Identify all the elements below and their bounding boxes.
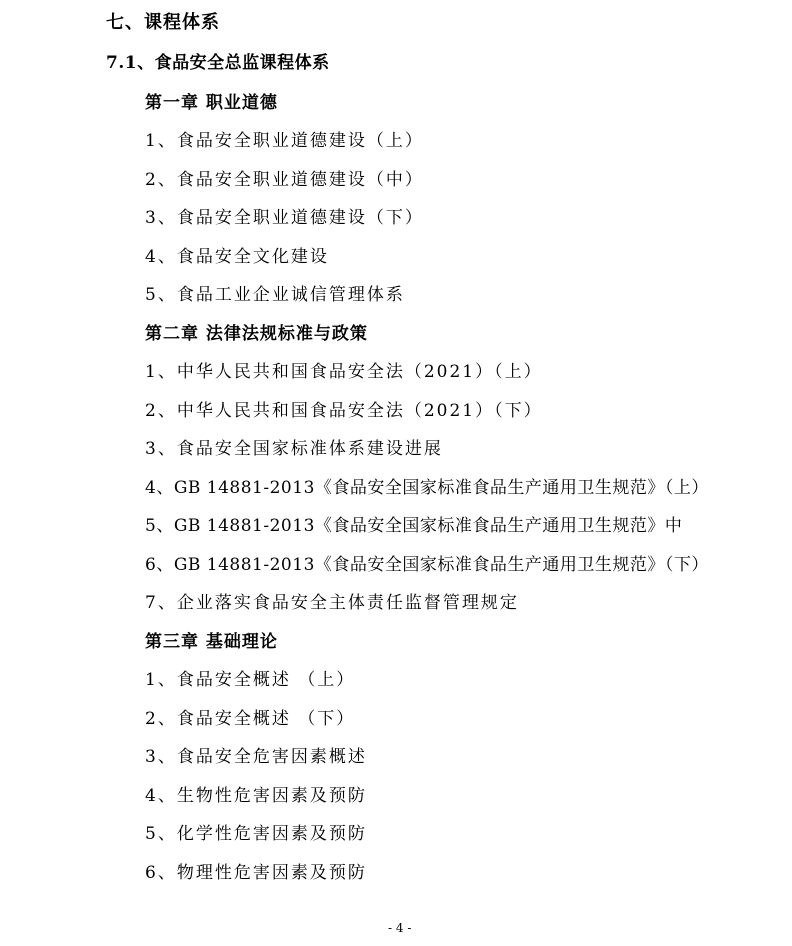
course-item: 5、化学性危害因素及预防 <box>145 824 367 844</box>
subsection-title: 7.1、食品安全总监课程体系 <box>106 53 330 73</box>
section-title: 七、课程体系 <box>106 12 220 33</box>
course-item: 5、食品工业企业诚信管理体系 <box>145 285 405 305</box>
course-item: 6、GB 14881-2013《食品安全国家标准食品生产通用卫生规范》（下） <box>145 555 709 575</box>
course-item: 3、食品安全国家标准体系建设进展 <box>145 439 443 459</box>
course-item: 2、食品安全职业道德建设（中） <box>145 170 424 190</box>
course-item: 4、生物性危害因素及预防 <box>145 786 367 806</box>
chapter-title: 第三章 基础理论 <box>145 632 278 652</box>
chapter-title: 第一章 职业道德 <box>145 93 278 113</box>
course-item: 4、食品安全文化建设 <box>145 247 329 267</box>
course-item: 3、食品安全危害因素概述 <box>145 747 367 767</box>
course-item: 6、物理性危害因素及预防 <box>145 863 367 883</box>
course-item: 2、食品安全概述 （下） <box>145 709 356 729</box>
course-item: 3、食品安全职业道德建设（下） <box>145 208 424 228</box>
course-item: 1、食品安全职业道德建设（上） <box>145 131 424 151</box>
chapter-title: 第二章 法律法规标准与政策 <box>145 324 368 344</box>
course-item: 4、GB 14881-2013《食品安全国家标准食品生产通用卫生规范》（上） <box>145 478 709 498</box>
page-number: - 4 - <box>388 921 412 935</box>
course-item: 1、中华人民共和国食品安全法（2021）（上） <box>145 362 543 382</box>
course-item: 2、中华人民共和国食品安全法（2021）（下） <box>145 401 543 421</box>
course-item: 7、企业落实食品安全主体责任监督管理规定 <box>145 593 519 613</box>
course-item: 5、GB 14881-2013《食品安全国家标准食品生产通用卫生规范》中 <box>145 516 683 536</box>
course-item: 1、食品安全概述 （上） <box>145 670 356 690</box>
